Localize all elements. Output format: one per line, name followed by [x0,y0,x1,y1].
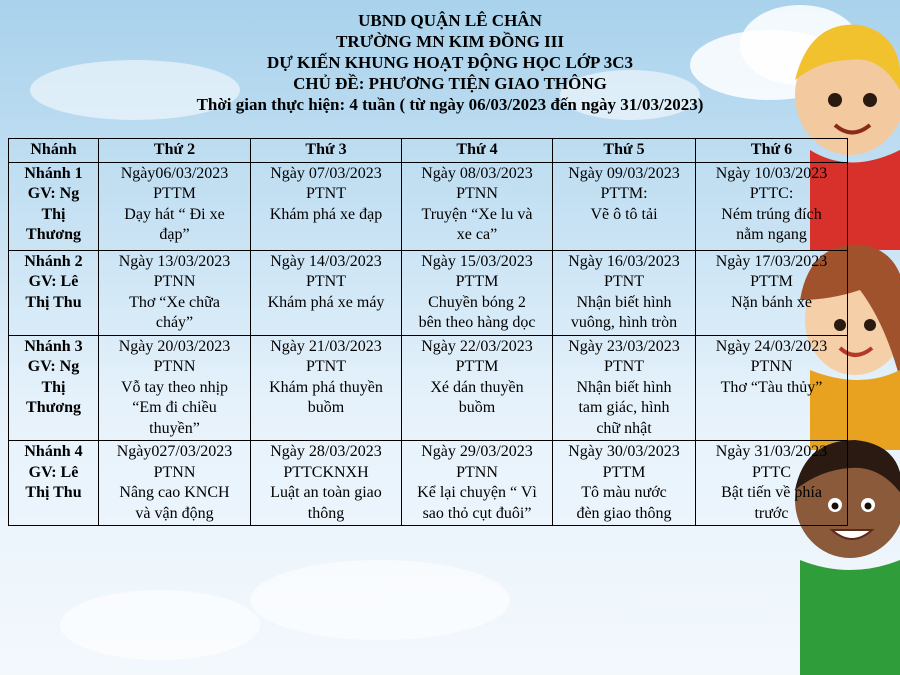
activity-line: đèn giao thông [576,504,672,522]
school-name: TRƯỜNG MN KIM ĐỒNG III [336,32,564,51]
activity-line: Ngày06/03/2023 [120,164,229,182]
column-header: Thứ 2 [99,139,251,163]
schedule-table [8,138,848,526]
column-header: Thứ 6 [696,139,848,163]
activity-line: buồm [458,399,496,416]
activity-cell [402,162,553,250]
branch-line: Thị Thu [25,293,82,311]
activity-line: bên theo hàng dọc [418,314,536,331]
activity-cell [99,335,251,441]
activity-cell [99,250,251,335]
activity-line: “Em đi chiều [132,399,217,416]
activity-cell [553,250,696,335]
activity-cell [402,441,553,526]
branch-line: GV: Lê [28,463,79,481]
activity-line: PTTM [153,185,196,202]
branch-line: GV: Ng [27,185,80,202]
activity-line: PTTC [751,463,792,481]
activity-line: sao thỏ cụt đuôi” [422,504,532,522]
topic: CHỦ ĐỀ: PHƯƠNG TIỆN GIAO THÔNG [293,74,607,93]
activity-line: Ngày 22/03/2023 [421,337,533,355]
table-header-row [9,139,848,163]
table-row [9,441,848,526]
branch-line: Thị [41,378,66,396]
branch-cell [9,162,99,250]
activity-line: Kể lại chuyện “ Vì [417,484,537,501]
activity-line: PTNT [306,358,346,375]
activity-line: Ngày 15/03/2023 [421,252,533,270]
branch-line: Thị [41,205,66,223]
activity-line: Ngày 07/03/2023 [270,164,382,182]
activity-line: chữ nhật [596,419,652,437]
branch-line: GV: Lê [28,273,79,290]
activity-line: Truyện “Xe lu và [421,205,533,223]
activity-line: Luật an toàn giao [270,484,382,501]
branch-line: Nhánh 1 [24,164,83,182]
branch-cell [9,441,99,526]
activity-cell [251,250,402,335]
activity-line: vuông, hình tròn [570,314,678,331]
branch-line: Nhánh 3 [24,337,83,355]
activity-line: PTNT [306,185,346,202]
activity-line: Khám phá xe đạp [269,205,383,223]
activity-line: Ngày 23/03/2023 [568,337,680,355]
branch-line: GV: Ng [27,358,80,375]
activity-cell [402,335,553,441]
activity-line: Tô màu nước [581,484,667,501]
activity-line: Nâng cao KNCH [119,484,230,501]
activity-cell [553,441,696,526]
document-title: DỰ KIẾN KHUNG HOẠT ĐỘNG HỌC LỚP 3C3 [267,53,633,72]
activity-line: PTTM: [600,185,648,202]
activity-cell [251,335,402,441]
activity-line: Ngày 17/03/2023 [715,252,828,270]
activity-line: Ngày027/03/2023 [116,443,233,460]
activity-cell [402,250,553,335]
activity-line: Chuyền bóng 2 [428,293,526,311]
activity-line: Ngày 08/03/2023 [421,164,533,182]
activity-line: Nhận biết hình [576,378,672,396]
branch-line: Nhánh 4 [24,443,83,460]
activity-line: PTNN [153,463,196,481]
activity-line: Bật tiến về phía [721,484,822,501]
branch-line: Nhánh 2 [24,252,83,270]
activity-cell [553,335,696,441]
activity-line: Vẽ ô tô tải [590,205,658,223]
activity-line: Ngày 13/03/2023 [118,252,231,270]
activity-line: Thơ “Tàu thủy” [720,378,823,396]
activity-cell [696,250,848,335]
activity-cell [553,162,696,250]
activity-line: PTTC: [749,185,794,202]
branch-cell [9,335,99,441]
column-header: Thứ 4 [402,139,553,163]
activity-line: Xé dán thuyền [430,378,524,396]
time-period: Thời gian thực hiện: 4 tuần ( từ ngày 06/03/2023 đến ngày 31/03/2023) [196,95,704,114]
activity-line: Ngày 31/03/2023 [715,443,828,460]
activity-line: trước [754,504,789,522]
activity-line: Khám phá xe máy [267,293,385,311]
activity-line: PTTM [750,273,793,290]
activity-line: Ngày 10/03/2023 [715,164,828,182]
activity-line: PTNN [456,185,498,202]
activity-line: Dạy hát “ Đi xe [124,205,225,223]
table-row [9,335,848,441]
activity-line: PTNN [456,463,498,481]
activity-line: Nặn bánh xe [731,293,812,311]
activity-cell [696,162,848,250]
activity-line: nằm ngang [736,226,807,243]
activity-line: PTNT [604,358,644,375]
branch-line: Thị Thu [25,484,82,501]
activity-line: PTNN [153,358,196,375]
activity-line: Ngày 24/03/2023 [715,337,828,355]
table-row [9,250,848,335]
cloud-decoration [60,590,260,660]
activity-line: thông [307,504,345,522]
activity-cell [251,441,402,526]
activity-line: Ngày 20/03/2023 [118,337,231,355]
branch-cell [9,250,99,335]
activity-line: Vỗ tay theo nhịp [120,378,229,396]
activity-line: Thơ “Xe chữa [129,293,220,311]
column-header: Nhánh [9,139,99,163]
branch-line: Thương [26,226,81,243]
district-name: UBND QUẬN LÊ CHÂN [358,11,542,30]
activity-cell [99,162,251,250]
cloud-decoration [250,560,510,640]
column-header: Thứ 3 [251,139,402,163]
activity-line: PTTM [455,273,499,290]
activity-line: Ngày 28/03/2023 [270,443,382,460]
activity-line: Ngày 09/03/2023 [568,164,680,182]
activity-line: Nhận biết hình [576,293,672,311]
activity-line: cháy” [155,314,194,331]
activity-line: tam giác, hình [578,399,670,416]
activity-cell [251,162,402,250]
activity-line: xe ca” [456,226,498,243]
table-row [9,162,848,250]
activity-line: PTNT [604,273,644,290]
activity-line: PTTCKNXH [283,463,369,481]
activity-cell [696,441,848,526]
branch-line: Thương [26,399,81,416]
activity-line: và vận động [135,504,214,522]
activity-line: Ngày 14/03/2023 [270,252,382,270]
activity-line: PTTM [602,463,646,481]
activity-line: Khám phá thuyền [269,378,383,396]
activity-line: PTNT [306,273,346,290]
activity-line: PTNN [750,358,793,375]
activity-line: Ngày 16/03/2023 [568,252,680,270]
activity-line: buồm [307,399,345,416]
activity-line: Ngày 21/03/2023 [270,337,382,355]
activity-line: PTNN [153,273,196,290]
activity-line: thuyền” [149,419,200,437]
activity-line: Ngày 29/03/2023 [421,443,533,460]
activity-line: PTTM [455,358,499,375]
activity-cell [99,441,251,526]
activity-line: Ném trúng đích [721,205,822,223]
activity-cell [696,335,848,441]
column-header: Thứ 5 [553,139,696,163]
activity-line: Ngày 30/03/2023 [568,443,680,460]
activity-line: đạp” [159,226,190,243]
document-header [0,10,900,115]
